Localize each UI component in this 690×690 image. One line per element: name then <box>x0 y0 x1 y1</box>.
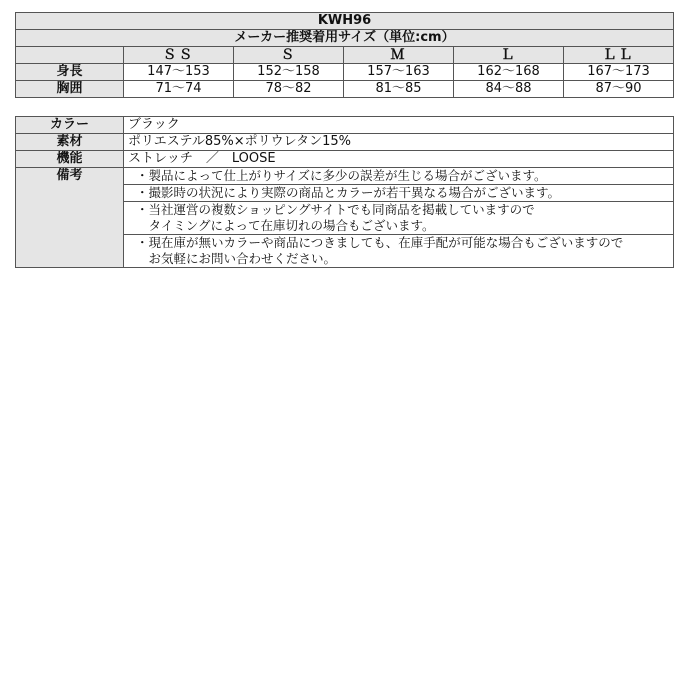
chest-s: 78～82 <box>234 81 344 98</box>
size-header-corner <box>16 47 124 64</box>
chest-ss: 71～74 <box>124 81 234 98</box>
material-label: 素材 <box>16 134 124 151</box>
spec-table <box>15 116 674 268</box>
size-subtitle-row <box>16 30 674 47</box>
chest-row <box>16 81 674 98</box>
size-header-l: Ｌ <box>454 47 564 64</box>
chest-ll: 87～90 <box>564 81 674 98</box>
function-value: ストレッチ ／ LOOSE <box>124 151 674 168</box>
material-value: ポリエステル85%×ポリウレタン15% <box>124 134 674 151</box>
size-title-row <box>16 13 674 30</box>
height-row <box>16 64 674 81</box>
note-item <box>124 235 674 268</box>
height-ss: 147～153 <box>124 64 234 81</box>
function-label: 機能 <box>16 151 124 168</box>
product-code: KWH96 <box>16 13 674 30</box>
material-row <box>16 134 674 151</box>
height-ll: 167～173 <box>564 64 674 81</box>
note-item <box>124 168 674 185</box>
note-item <box>124 202 674 235</box>
notes-row-1 <box>16 168 674 185</box>
note-line: お気軽にお問い合わせください。 <box>136 251 337 266</box>
size-header-ss: ＳＳ <box>124 47 234 64</box>
chest-label: 胸囲 <box>16 81 124 98</box>
chest-m: 81～85 <box>344 81 454 98</box>
color-row <box>16 117 674 134</box>
function-row <box>16 151 674 168</box>
size-header-s: Ｓ <box>234 47 344 64</box>
height-s: 152～158 <box>234 64 344 81</box>
note-item <box>124 185 674 202</box>
note-line: タイミングによって在庫切れの場合もございます。 <box>136 218 435 233</box>
color-label: カラー <box>16 117 124 134</box>
note-line: ・当社運営の複数ショッピングサイトでも同商品を掲載していますので <box>136 202 535 217</box>
notes-label: 備考 <box>16 168 124 268</box>
note-line: ・撮影時の状況により実際の商品とカラーが若干異なる場合がございます。 <box>136 185 561 200</box>
size-header-m: Ｍ <box>344 47 454 64</box>
size-header-ll: ＬＬ <box>564 47 674 64</box>
size-header-row <box>16 47 674 64</box>
height-m: 157～163 <box>344 64 454 81</box>
note-line: ・現在庫が無いカラーや商品につきましても、在庫手配が可能な場合もございますので <box>136 235 624 250</box>
size-table <box>15 12 674 98</box>
size-table-subtitle: メーカー推奨着用サイズ（単位:cm） <box>16 30 674 47</box>
note-line: ・製品によって仕上がりサイズに多少の誤差が生じる場合がございます。 <box>136 168 547 183</box>
chest-l: 84～88 <box>454 81 564 98</box>
height-l: 162～168 <box>454 64 564 81</box>
height-label: 身長 <box>16 64 124 81</box>
color-value: ブラック <box>124 117 674 134</box>
